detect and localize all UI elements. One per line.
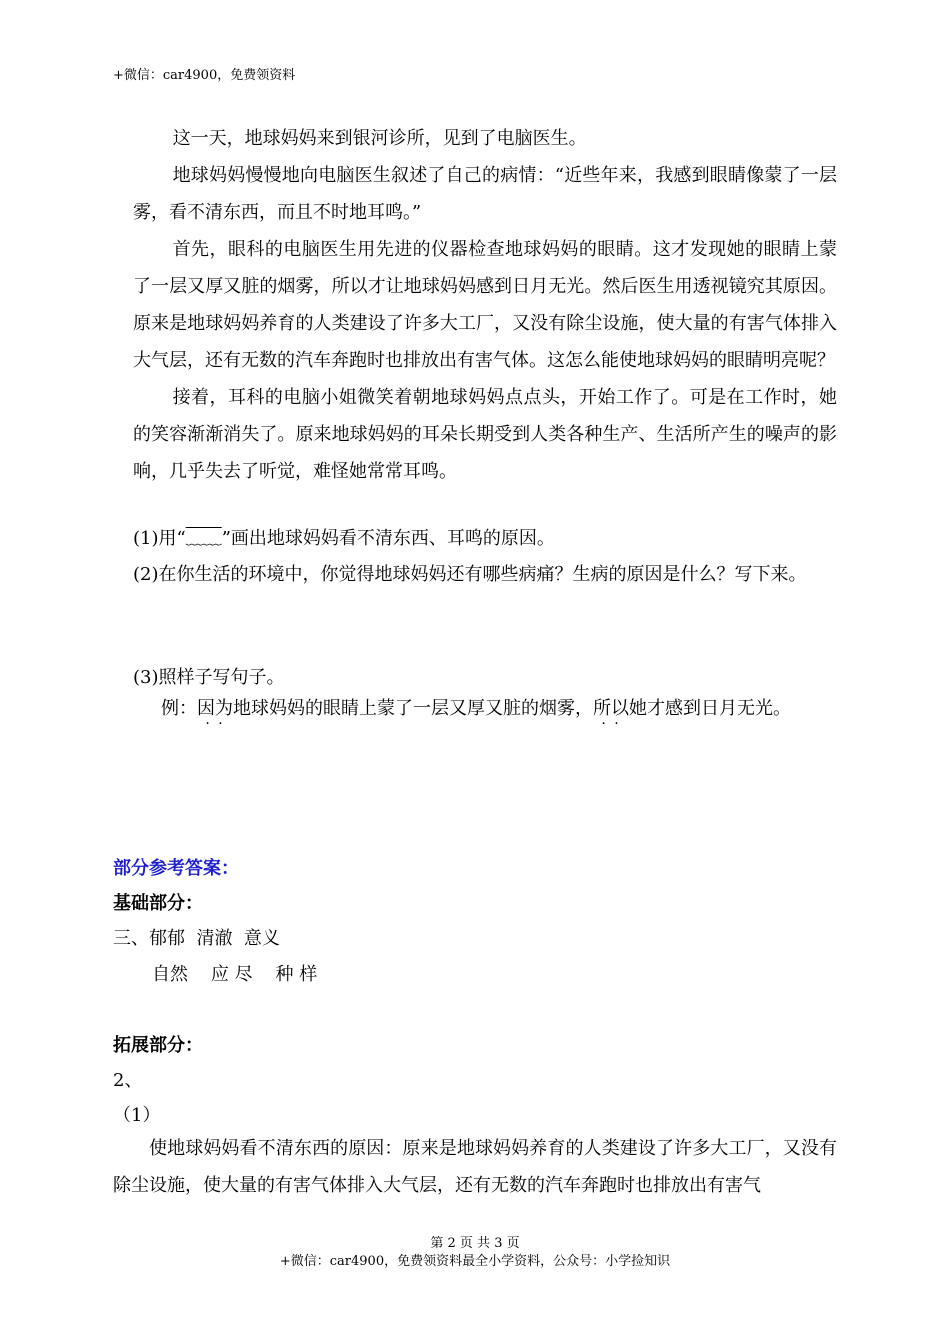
story-paragraph: 这一天，地球妈妈来到银河诊所，见到了电脑医生。 [172,128,587,149]
answer-one-label: （1） [113,1105,161,1126]
page-number: 第 2 页 共 3 页 [430,1236,520,1251]
story-paragraph: 首先，眼科的电脑医生用先进的仪器检查地球妈妈的眼睛。这才发现她的眼睛上蒙了一层又厚又脏的烟雾，所以才让地球妈妈感到日月无光。然后医生用透视镜究其原因。原来是地球妈妈养育的人类建设了许多大工厂，又没有除尘设施，使大量的有害气体排入大气层，还有无数的汽车奔跑时也排放出有害气体。这怎么能使地球妈妈的眼睛明亮呢？ [133,239,837,371]
answer-two-label: 2、 [113,1070,143,1091]
answer-three-line-1: 三、郁郁 清澈 意义 [113,928,280,949]
emphasis-word-because: 因为 · · [197,698,233,719]
question-1-prefix: (1)用“ [133,528,186,549]
question-2: (2)在你生活的环境中，你觉得地球妈妈还有哪些病痛？生病的原因是什么？写下来。 [133,564,807,585]
question-1 [133,524,555,550]
footer-note: +微信：car4900，免费领资料最全小学资料，公众号：小学捡知识 [279,1254,671,1269]
answer-paragraph-text: 使地球妈妈看不清东西的原因：原来是地球妈妈养育的人类建设了许多大工厂，又没有除尘设施，使大量的有害气体排入大气层，还有无数的汽车奔跑时也排放出有害气 [113,1138,837,1196]
answer-three-line-2: 自然 应 尽 种 样 [152,964,318,985]
answers-title: 部分参考答案： [113,858,239,879]
basic-section-title: 基础部分： [113,893,203,914]
question-1-suffix: ”画出地球妈妈看不清东西、耳鸣的原因。 [221,528,555,549]
example-end: 她才感到日月无光。 [629,698,791,719]
story-paragraph: 地球妈妈慢慢地向电脑医生叙述了自己的病情：“近些年来，我感到眼睛像蒙了一层雾，看不清东西，而且不时地耳鸣。” [133,165,837,223]
example-prefix: 例： [161,698,197,719]
story-text [133,120,837,490]
example-middle: 地球妈妈的眼睛上蒙了一层又厚又脏的烟雾， [233,698,593,719]
header-note: +微信：car4900，免费领资料 [113,68,296,83]
extension-section-title: 拓展部分： [113,1035,203,1056]
question-3: (3)照样子写句子。 [133,667,285,688]
emphasis-word-so: 所以 · · [593,698,629,719]
wavy-line-mark: ﹏﹏ [185,528,222,549]
example-sentence [161,694,791,720]
story-paragraph: 接着，耳科的电脑小姐微笑着朝地球妈妈点点头，开始工作了。可是在工作时，她的笑容渐渐消失了。原来地球妈妈的耳朵长期受到人类各种生产、生活所产生的噪声的影响，几乎失去了听觉，难怪她常常耳鸣。 [133,387,837,482]
answer-paragraph [113,1130,837,1204]
